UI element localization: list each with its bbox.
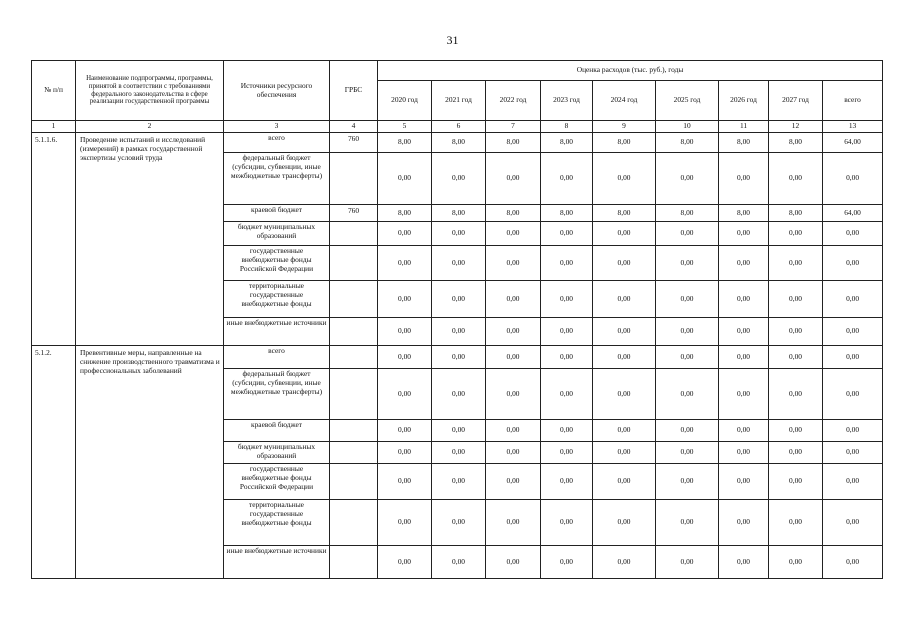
expense-value: 0,00 bbox=[823, 153, 883, 205]
expense-value: 0,00 bbox=[432, 442, 486, 464]
expense-value: 0,00 bbox=[378, 222, 432, 246]
expense-value: 0,00 bbox=[541, 546, 593, 579]
expense-value: 0,00 bbox=[719, 222, 769, 246]
expense-value: 0,00 bbox=[432, 346, 486, 369]
item-name: Превентивные меры, направленные на снижение производственного травматизма и профессиональных заболеваний bbox=[76, 346, 224, 579]
expense-value: 0,00 bbox=[593, 500, 656, 546]
expense-value: 0,00 bbox=[486, 153, 541, 205]
header-year: 2026 год bbox=[719, 81, 769, 121]
header-sources: Источники ресурсного обеспечения bbox=[224, 61, 330, 121]
expense-value: 0,00 bbox=[719, 369, 769, 420]
grbs-code: 760 bbox=[330, 205, 378, 222]
expense-value: 0,00 bbox=[719, 281, 769, 318]
expense-value: 8,00 bbox=[378, 133, 432, 153]
grbs-code bbox=[330, 442, 378, 464]
expense-value: 0,00 bbox=[656, 500, 719, 546]
expense-value: 0,00 bbox=[656, 442, 719, 464]
expense-value: 0,00 bbox=[769, 369, 823, 420]
expense-value: 0,00 bbox=[823, 500, 883, 546]
expense-value: 0,00 bbox=[486, 546, 541, 579]
grbs-code bbox=[330, 500, 378, 546]
expense-value: 8,00 bbox=[593, 133, 656, 153]
expense-value: 0,00 bbox=[719, 442, 769, 464]
expense-value: 0,00 bbox=[593, 346, 656, 369]
expense-value: 0,00 bbox=[823, 369, 883, 420]
expense-value: 0,00 bbox=[541, 318, 593, 346]
expense-value: 64,00 bbox=[823, 133, 883, 153]
column-index: 9 bbox=[593, 121, 656, 133]
expense-value: 8,00 bbox=[769, 133, 823, 153]
expense-value: 0,00 bbox=[378, 420, 432, 442]
expense-value: 8,00 bbox=[378, 205, 432, 222]
funding-source: федеральный бюджет (субсидии, субвенции, иные межбюджетные трансферты) bbox=[224, 153, 330, 205]
expense-value: 0,00 bbox=[541, 281, 593, 318]
expense-value: 0,00 bbox=[541, 246, 593, 281]
expense-value: 0,00 bbox=[769, 281, 823, 318]
expense-value: 0,00 bbox=[593, 246, 656, 281]
grbs-code bbox=[330, 153, 378, 205]
expense-value: 8,00 bbox=[541, 205, 593, 222]
expense-value: 0,00 bbox=[769, 153, 823, 205]
expense-value: 0,00 bbox=[541, 346, 593, 369]
header-year: 2023 год bbox=[541, 81, 593, 121]
expense-value: 0,00 bbox=[823, 246, 883, 281]
expense-value: 0,00 bbox=[378, 500, 432, 546]
expense-value: 8,00 bbox=[719, 133, 769, 153]
expense-value: 0,00 bbox=[593, 281, 656, 318]
expense-value: 0,00 bbox=[432, 500, 486, 546]
expense-value: 0,00 bbox=[378, 318, 432, 346]
funding-source: краевой бюджет bbox=[224, 420, 330, 442]
expense-value: 0,00 bbox=[719, 546, 769, 579]
header-year: 2025 год bbox=[656, 81, 719, 121]
table-body bbox=[32, 133, 883, 579]
grbs-code bbox=[330, 222, 378, 246]
expense-value: 0,00 bbox=[656, 222, 719, 246]
funding-source: иные внебюджетные источники bbox=[224, 318, 330, 346]
expense-value: 0,00 bbox=[593, 369, 656, 420]
expenses-table bbox=[31, 60, 883, 579]
header-name: Наименование подпрограммы, программы, принятой в соответствии с требованиями федерального законодательства в сфере реализации государственной программы bbox=[76, 61, 224, 121]
grbs-code bbox=[330, 346, 378, 369]
column-index: 11 bbox=[719, 121, 769, 133]
expense-value: 0,00 bbox=[719, 318, 769, 346]
funding-source: государственные внебюджетные фонды Российской Федерации bbox=[224, 246, 330, 281]
expense-value: 0,00 bbox=[378, 464, 432, 500]
expense-value: 0,00 bbox=[769, 546, 823, 579]
funding-source: федеральный бюджет (субсидии, субвенции, иные межбюджетные трансферты) bbox=[224, 369, 330, 420]
expense-value: 0,00 bbox=[432, 281, 486, 318]
column-index: 6 bbox=[432, 121, 486, 133]
expense-value: 0,00 bbox=[541, 420, 593, 442]
funding-source: территориальные государственные внебюджетные фонды bbox=[224, 281, 330, 318]
expense-value: 0,00 bbox=[541, 369, 593, 420]
expense-value: 0,00 bbox=[593, 222, 656, 246]
funding-source: бюджет муниципальных образований bbox=[224, 442, 330, 464]
expense-value: 0,00 bbox=[769, 500, 823, 546]
header-year: 2022 год bbox=[486, 81, 541, 121]
expense-value: 0,00 bbox=[823, 281, 883, 318]
header-year: 2024 год bbox=[593, 81, 656, 121]
expense-value: 0,00 bbox=[593, 153, 656, 205]
expense-value: 0,00 bbox=[656, 464, 719, 500]
funding-source: всего bbox=[224, 133, 330, 153]
header-year: 2027 год bbox=[769, 81, 823, 121]
expense-value: 0,00 bbox=[823, 222, 883, 246]
expense-value: 0,00 bbox=[656, 281, 719, 318]
funding-source: территориальные государственные внебюджетные фонды bbox=[224, 500, 330, 546]
expense-value: 0,00 bbox=[719, 246, 769, 281]
expense-value: 64,00 bbox=[823, 205, 883, 222]
funding-source: иные внебюджетные источники bbox=[224, 546, 330, 579]
column-index: 3 bbox=[224, 121, 330, 133]
column-index: 8 bbox=[541, 121, 593, 133]
grbs-code bbox=[330, 281, 378, 318]
expense-value: 0,00 bbox=[378, 153, 432, 205]
item-code: 5.1.2. bbox=[32, 346, 76, 579]
expense-value: 0,00 bbox=[432, 153, 486, 205]
expense-value: 0,00 bbox=[486, 222, 541, 246]
expense-value: 0,00 bbox=[378, 281, 432, 318]
expense-value: 0,00 bbox=[593, 464, 656, 500]
expense-value: 0,00 bbox=[593, 420, 656, 442]
expense-value: 0,00 bbox=[486, 500, 541, 546]
expense-value: 0,00 bbox=[378, 246, 432, 281]
expense-value: 0,00 bbox=[378, 442, 432, 464]
expense-value: 0,00 bbox=[432, 369, 486, 420]
item-name: Проведение испытаний и исследований (измерений) в рамках государственной экспертизы условий труда bbox=[76, 133, 224, 346]
header-grbs: ГРБС bbox=[330, 61, 378, 121]
expense-value: 0,00 bbox=[541, 464, 593, 500]
expense-value: 0,00 bbox=[769, 442, 823, 464]
funding-source: государственные внебюджетные фонды Российской Федерации bbox=[224, 464, 330, 500]
expense-value: 8,00 bbox=[719, 205, 769, 222]
expense-value: 8,00 bbox=[656, 205, 719, 222]
grbs-code bbox=[330, 246, 378, 281]
grbs-code: 760 bbox=[330, 133, 378, 153]
expense-value: 0,00 bbox=[593, 546, 656, 579]
expense-value: 0,00 bbox=[378, 369, 432, 420]
expense-value: 0,00 bbox=[656, 346, 719, 369]
column-index: 7 bbox=[486, 121, 541, 133]
expense-value: 0,00 bbox=[486, 318, 541, 346]
grbs-code bbox=[330, 318, 378, 346]
table-row bbox=[32, 133, 883, 153]
expense-value: 0,00 bbox=[486, 442, 541, 464]
funding-source: краевой бюджет bbox=[224, 205, 330, 222]
expense-value: 0,00 bbox=[432, 318, 486, 346]
expense-value: 0,00 bbox=[378, 546, 432, 579]
page-number: 31 bbox=[446, 33, 459, 47]
expense-value: 0,00 bbox=[719, 153, 769, 205]
expense-value: 0,00 bbox=[656, 318, 719, 346]
grbs-code bbox=[330, 420, 378, 442]
expense-value: 0,00 bbox=[486, 464, 541, 500]
header-year: всего bbox=[823, 81, 883, 121]
expense-value: 0,00 bbox=[769, 420, 823, 442]
expense-value: 0,00 bbox=[769, 346, 823, 369]
expense-value: 0,00 bbox=[541, 442, 593, 464]
expense-value: 0,00 bbox=[823, 464, 883, 500]
column-index: 4 bbox=[330, 121, 378, 133]
expense-value: 0,00 bbox=[656, 420, 719, 442]
expense-value: 0,00 bbox=[432, 246, 486, 281]
expense-value: 0,00 bbox=[593, 318, 656, 346]
expense-value: 0,00 bbox=[719, 464, 769, 500]
expense-value: 0,00 bbox=[823, 546, 883, 579]
expense-value: 0,00 bbox=[432, 222, 486, 246]
grbs-code bbox=[330, 464, 378, 500]
expense-value: 0,00 bbox=[823, 318, 883, 346]
expense-value: 8,00 bbox=[432, 133, 486, 153]
header-year: 2020 год bbox=[378, 81, 432, 121]
column-index: 12 bbox=[769, 121, 823, 133]
expense-value: 0,00 bbox=[823, 346, 883, 369]
expense-value: 0,00 bbox=[378, 346, 432, 369]
expense-value: 0,00 bbox=[769, 318, 823, 346]
expense-value: 0,00 bbox=[769, 246, 823, 281]
expense-value: 0,00 bbox=[719, 420, 769, 442]
funding-source: бюджет муниципальных образований bbox=[224, 222, 330, 246]
expense-value: 0,00 bbox=[656, 246, 719, 281]
grbs-code bbox=[330, 546, 378, 579]
expense-value: 8,00 bbox=[486, 205, 541, 222]
column-index: 13 bbox=[823, 121, 883, 133]
expense-value: 0,00 bbox=[432, 420, 486, 442]
expense-value: 8,00 bbox=[541, 133, 593, 153]
header-year: 2021 год bbox=[432, 81, 486, 121]
expense-value: 8,00 bbox=[769, 205, 823, 222]
header-num: № п/п bbox=[32, 61, 76, 121]
expense-value: 0,00 bbox=[486, 420, 541, 442]
expense-value: 0,00 bbox=[541, 153, 593, 205]
column-index: 2 bbox=[76, 121, 224, 133]
expense-value: 0,00 bbox=[486, 369, 541, 420]
expense-value: 0,00 bbox=[541, 222, 593, 246]
table-header bbox=[32, 61, 883, 133]
expense-value: 0,00 bbox=[486, 281, 541, 318]
expense-value: 0,00 bbox=[432, 546, 486, 579]
expense-value: 0,00 bbox=[719, 500, 769, 546]
expense-value: 0,00 bbox=[656, 369, 719, 420]
expense-value: 0,00 bbox=[541, 500, 593, 546]
column-index: 1 bbox=[32, 121, 76, 133]
grbs-code bbox=[330, 369, 378, 420]
funding-source: всего bbox=[224, 346, 330, 369]
table-row bbox=[32, 346, 883, 369]
expense-value: 8,00 bbox=[656, 133, 719, 153]
expense-value: 0,00 bbox=[823, 442, 883, 464]
column-index: 10 bbox=[656, 121, 719, 133]
column-index: 5 bbox=[378, 121, 432, 133]
expense-value: 8,00 bbox=[432, 205, 486, 222]
expense-value: 0,00 bbox=[432, 464, 486, 500]
item-code: 5.1.1.6. bbox=[32, 133, 76, 346]
expense-value: 8,00 bbox=[486, 133, 541, 153]
expense-value: 0,00 bbox=[719, 346, 769, 369]
expense-value: 8,00 bbox=[593, 205, 656, 222]
expense-value: 0,00 bbox=[486, 246, 541, 281]
expense-value: 0,00 bbox=[823, 420, 883, 442]
expense-value: 0,00 bbox=[593, 442, 656, 464]
header-expenses: Оценка расходов (тыс. руб.), годы bbox=[378, 61, 883, 81]
expense-value: 0,00 bbox=[769, 222, 823, 246]
expense-value: 0,00 bbox=[486, 346, 541, 369]
expense-value: 0,00 bbox=[656, 153, 719, 205]
expense-value: 0,00 bbox=[769, 464, 823, 500]
expense-value: 0,00 bbox=[656, 546, 719, 579]
index-row bbox=[32, 121, 883, 133]
